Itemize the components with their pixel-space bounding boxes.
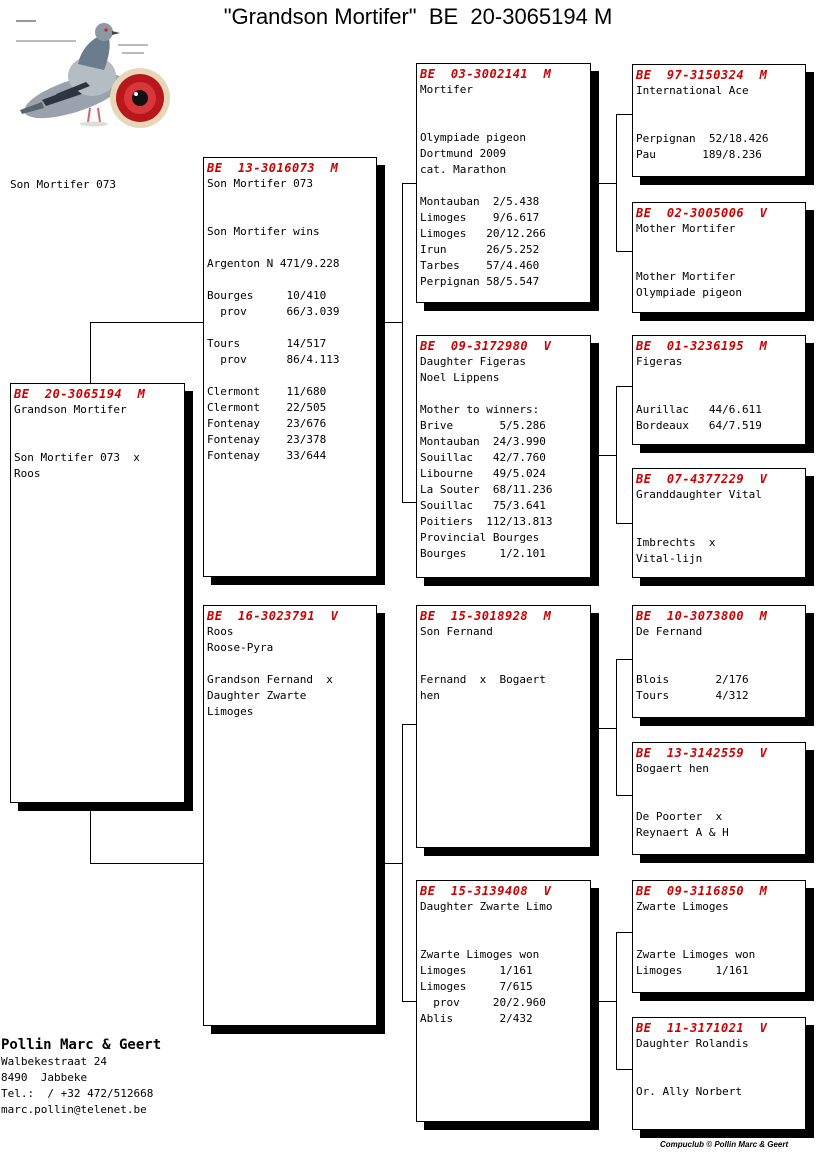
ring-number: BE 09-3116850 M	[636, 884, 768, 898]
owner-phone: Tel.: / +32 472/512668	[1, 1087, 154, 1100]
pedigree-line	[636, 777, 802, 793]
ring-number: BE 07-4377229 V	[636, 472, 768, 486]
pedigree-line: Provincial Bourges	[420, 531, 540, 544]
pedigree-line	[636, 503, 802, 519]
pedigree-line	[420, 640, 587, 656]
ring-number: BE 10-3073800 M	[636, 609, 768, 623]
pedigree-line: Brive 5/5.286	[420, 419, 546, 432]
connector	[616, 659, 617, 795]
pigeon-card-ssd[interactable]	[632, 202, 806, 313]
pigeon-name: Roos	[207, 625, 234, 638]
pedigree-line	[14, 418, 181, 434]
ring-number: BE 13-3142559 V	[636, 746, 768, 760]
pedigree-line: Limoges 1/161	[420, 964, 533, 977]
connector	[616, 795, 633, 796]
pedigree-line: Argenton N 471/9.228	[207, 257, 340, 270]
pedigree-line	[207, 272, 373, 288]
pedigree-line: Tarbes 57/4.460	[420, 259, 540, 272]
pigeon-name: Granddaughter Vital	[636, 488, 762, 501]
pedigree-line: Roos	[14, 467, 41, 480]
pedigree-line: Dortmund 2009	[420, 147, 507, 160]
pedigree-line: Roose-Pyra	[207, 641, 274, 654]
pedigree-line: hen	[420, 689, 440, 702]
pedigree-line: Olympiade pigeon	[636, 286, 742, 299]
pedigree-line: La Souter 68/11.236	[420, 483, 553, 496]
pedigree-line: Limoges 20/12.266	[420, 227, 546, 240]
pedigree-line: Ablis 2/432	[420, 1012, 533, 1025]
pedigree-line: cat. Marathon	[420, 163, 507, 176]
connector	[402, 502, 417, 503]
owner-city: 8490 Jabbeke	[1, 1071, 88, 1084]
owner-email[interactable]: marc.pollin@telenet.be	[1, 1103, 147, 1116]
connector	[402, 183, 403, 502]
pedigree-line: Bourges 1/2.101	[420, 547, 546, 560]
pedigree-line	[636, 793, 802, 809]
page-title: "Grandson Mortifer" BE 20-3065194 M	[223, 4, 613, 29]
connector	[90, 863, 204, 864]
pigeon-card-subject[interactable]	[10, 383, 185, 803]
connector	[402, 1001, 417, 1002]
pedigree-line: De Poorter x	[636, 810, 723, 823]
pedigree-line	[207, 320, 373, 336]
pedigree-line: Aurillac 44/6.611	[636, 403, 762, 416]
pedigree-line: Libourne 49/5.024	[420, 467, 546, 480]
connector	[616, 114, 633, 115]
pigeon-card-dds[interactable]	[632, 880, 806, 993]
pedigree-line: Perpignan 52/18.426	[636, 132, 769, 145]
pigeon-name: International Ace	[636, 84, 749, 97]
pigeon-name: Daughter Figeras	[420, 355, 526, 368]
pedigree-line: Zwarte Limoges won	[636, 948, 756, 961]
owner-block	[1, 1036, 161, 1118]
connector	[402, 724, 417, 725]
connector	[616, 114, 617, 251]
pedigree-line	[14, 434, 181, 450]
pedigree-line: Souillac 75/3.641	[420, 499, 546, 512]
pedigree-line	[636, 931, 802, 947]
pigeon-name: Figeras	[636, 355, 683, 368]
pigeon-card-dam-dam[interactable]	[416, 880, 591, 1122]
ring-number: BE 16-3023791 V	[207, 609, 339, 623]
pedigree-line: prov 86/4.113	[207, 353, 340, 366]
pedigree-line	[636, 99, 802, 115]
pedigree-line	[636, 370, 802, 386]
pedigree-line: Olympiade pigeon	[420, 131, 526, 144]
pedigree-line	[207, 368, 373, 384]
pedigree-line	[636, 1068, 802, 1084]
pedigree-line: Noel Lippens	[420, 371, 500, 384]
side-note: Son Mortifer 073	[10, 178, 116, 191]
pigeon-name: Son Fernand	[420, 625, 493, 638]
connector	[616, 251, 633, 252]
pedigree-line: Clermont 11/680	[207, 385, 327, 398]
pedigree-line: Or. Ally Norbert	[636, 1085, 742, 1098]
pigeon-card-dam-sire[interactable]	[416, 605, 591, 848]
pedigree-line: Fontenay 23/378	[207, 433, 327, 446]
pigeon-name: Mother Mortifer	[636, 222, 736, 235]
connector	[598, 455, 616, 456]
pedigree-line: Bourges 10/410	[207, 289, 327, 302]
pedigree-line	[636, 115, 802, 131]
pigeon-name: Grandson Mortifer	[14, 403, 127, 416]
ring-number: BE 15-3018928 M	[420, 609, 552, 623]
connector	[90, 810, 91, 863]
ring-number: BE 97-3150324 M	[636, 68, 768, 82]
connector	[616, 1069, 633, 1070]
pedigree-line	[420, 915, 587, 931]
pigeon-name: Son Mortifer 073	[207, 177, 313, 190]
pedigree-line: Fernand x Bogaert	[420, 673, 546, 686]
pigeon-name: Bogaert hen	[636, 762, 709, 775]
ring-number: BE 01-3236195 M	[636, 339, 768, 353]
pedigree-line: Perpignan 58/5.547	[420, 275, 540, 288]
ring-number: BE 03-3002141 M	[420, 67, 552, 81]
pigeon-logo-icon	[12, 14, 182, 134]
pedigree-line	[636, 253, 802, 269]
owner-address: Walbekestraat 24	[1, 1055, 107, 1068]
connector	[90, 322, 91, 384]
pedigree-line	[207, 208, 373, 224]
pedigree-line: Fontenay 33/644	[207, 449, 327, 462]
pedigree-line: Mother to winners:	[420, 403, 540, 416]
pedigree-line: Imbrechts x	[636, 536, 716, 549]
pigeon-card-dsd[interactable]	[632, 742, 806, 855]
pedigree-line: Son Mortifer 073 x	[14, 451, 140, 464]
pedigree-line: Clermont 22/505	[207, 401, 327, 414]
pigeon-name: Daughter Rolandis	[636, 1037, 749, 1050]
connector	[616, 932, 617, 1069]
pigeon-card-dss[interactable]	[632, 605, 806, 718]
pedigree-line	[636, 1052, 802, 1068]
pedigree-line: Bordeaux 64/7.519	[636, 419, 762, 432]
pedigree-line: prov 66/3.039	[207, 305, 340, 318]
ring-number: BE 11-3171021 V	[636, 1021, 768, 1035]
ring-number: BE 15-3139408 V	[420, 884, 552, 898]
pedigree-line	[636, 386, 802, 402]
pedigree-line	[420, 114, 587, 130]
pedigree-line: Limoges 9/6.617	[420, 211, 540, 224]
connector	[598, 1001, 616, 1002]
pedigree-line	[207, 240, 373, 256]
pigeon-name: Daughter Zwarte Limo	[420, 900, 553, 913]
connector	[384, 863, 402, 864]
pedigree-line: Fontenay 23/676	[207, 417, 327, 430]
pedigree-line: Montauban 24/3.990	[420, 435, 546, 448]
pigeon-card-sds[interactable]	[632, 335, 806, 445]
pigeon-card-ddd[interactable]	[632, 1017, 806, 1130]
pedigree-line	[420, 656, 587, 672]
pedigree-line: Vital-lijn	[636, 552, 703, 565]
pedigree-line: Limoges	[207, 705, 254, 718]
pedigree-line: Souillac 42/7.760	[420, 451, 546, 464]
connector	[384, 322, 402, 323]
pedigree-line: Reynaert A & H	[636, 826, 729, 839]
pigeon-card-dam[interactable]	[203, 605, 377, 1026]
pedigree-line: Grandson Fernand x	[207, 673, 333, 686]
pedigree-line: Irun 26/5.252	[420, 243, 540, 256]
pedigree-line: Montauban 2/5.438	[420, 195, 540, 208]
pedigree-line: Son Mortifer wins	[207, 225, 320, 238]
pedigree-line	[207, 656, 373, 672]
pedigree-line: Daughter Zwarte	[207, 689, 307, 702]
pedigree-line: Limoges 7/615	[420, 980, 533, 993]
pedigree-line: prov 20/2.960	[420, 996, 546, 1009]
connector	[616, 386, 633, 387]
pigeon-card-sss[interactable]	[632, 64, 806, 177]
pedigree-line: Zwarte Limoges won	[420, 948, 540, 961]
pedigree-line	[636, 237, 802, 253]
pedigree-line	[420, 178, 587, 194]
connector	[598, 183, 616, 184]
pedigree-line	[636, 656, 802, 672]
pigeon-name: De Fernand	[636, 625, 703, 638]
pedigree-line: Pau 189/8.236	[636, 148, 762, 161]
connector	[402, 183, 417, 184]
owner-name: Pollin Marc & Geert	[1, 1037, 162, 1053]
ring-number: BE 02-3005006 V	[636, 206, 768, 220]
pedigree-line	[636, 915, 802, 931]
footer-credit: Compuclub © Pollin Marc & Geert	[660, 1140, 789, 1149]
pedigree-line: Tours 14/517	[207, 337, 327, 350]
connector	[402, 724, 403, 1001]
ring-number: BE 13-3016073 M	[207, 161, 339, 175]
pedigree-line: Tours 4/312	[636, 689, 749, 702]
connector	[616, 932, 633, 933]
pedigree-line	[420, 931, 587, 947]
pigeon-card-sire[interactable]	[203, 157, 377, 577]
pedigree-line: Limoges 1/161	[636, 964, 749, 977]
pedigree-line	[420, 98, 587, 114]
pedigree-line	[420, 386, 587, 402]
ring-number: BE 09-3172980 V	[420, 339, 552, 353]
pedigree-line: Mother Mortifer	[636, 270, 736, 283]
pedigree-line	[636, 519, 802, 535]
pigeon-card-sire-dam[interactable]	[416, 335, 591, 578]
pigeon-card-sdd[interactable]	[632, 468, 806, 578]
ring-number: BE 20-3065194 M	[14, 387, 146, 401]
connector	[616, 386, 617, 523]
pigeon-name: Zwarte Limoges	[636, 900, 729, 913]
connector	[598, 728, 616, 729]
pigeon-name: Mortifer	[420, 83, 473, 96]
connector	[616, 523, 633, 524]
pedigree-line: Blois 2/176	[636, 673, 749, 686]
pedigree-line: Poitiers 112/13.813	[420, 515, 553, 528]
connector	[616, 659, 633, 660]
connector	[90, 322, 204, 323]
pedigree-line	[636, 640, 802, 656]
pedigree-line	[207, 192, 373, 208]
pigeon-card-sire-sire[interactable]	[416, 63, 591, 303]
